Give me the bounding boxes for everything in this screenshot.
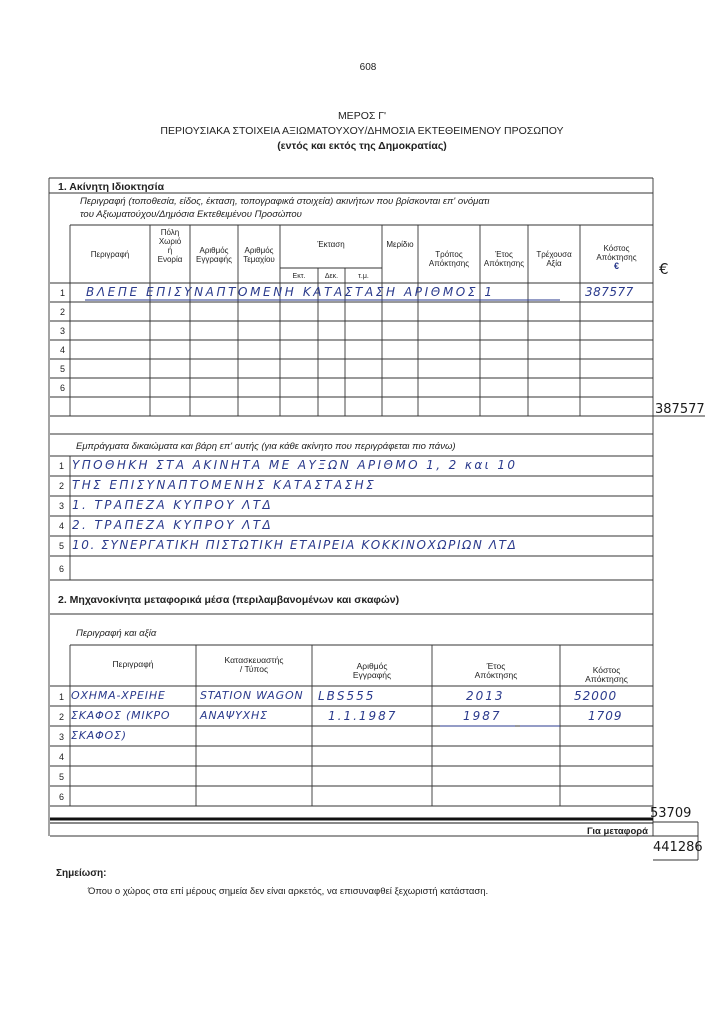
vehicle-cost: 52000	[574, 689, 618, 703]
col-kostos-2: Κόστος Απόκτησης	[585, 665, 628, 684]
vehicle-desc: ΟΧΗΜΑ-ΧΡΕΙΗΕ	[71, 689, 166, 702]
section1-desc-line2: του Αξιωματούχου/Δημόσια Εκτεθειμένου Προσώπου	[80, 209, 302, 220]
row-number: 6	[59, 564, 65, 574]
col-arithmos-eggrafis: Αριθμός Εγγραφής	[195, 246, 232, 264]
row-number: 2	[59, 712, 65, 722]
col-trexousa: Τρέχουσα Αξία	[536, 250, 572, 268]
row1-cost: 387577	[585, 285, 634, 299]
row-number: 6	[60, 383, 66, 393]
vehicle-desc: ΣΚΑΦΟΣ)	[71, 729, 127, 742]
row-number: 3	[59, 732, 65, 742]
col-tm: τ.μ.	[358, 273, 369, 280]
note-text: Όπου ο χώρος στα επί μέρους σημεία δεν είναι αρκετός, να επισυναφθεί ξεχωριστή κατάσταση.	[88, 886, 489, 897]
col-etos: Έτος Απόκτησης	[483, 250, 525, 268]
row-number: 4	[60, 345, 66, 355]
col-perigrafi: Περιγραφή	[90, 250, 130, 259]
page-subtitle-note: (εντός και εκτός της Δημοκρατίας)	[277, 140, 447, 152]
section2-title: 2. Μηχανοκίνητα μεταφορικά μέσα (περιλαμβανομένων και σκαφών)	[58, 594, 400, 606]
vehicle-maker: STATION WAGON	[200, 689, 304, 702]
row-number: 6	[59, 792, 65, 802]
vehicle-cost: 1709	[588, 709, 623, 723]
section1-desc-line1: Περιγραφή (τοποθεσία, είδος, έκταση, τοπογραφικά στοιχεία) ακινήτων που βρίσκονται επ' ονόματι	[80, 196, 490, 207]
col-tropos: Τρόπος Απόκτησης	[428, 250, 470, 268]
row-number: 1	[59, 692, 65, 702]
note-title: Σημείωση:	[56, 868, 107, 879]
col-kostos: Κόστος Απόκτησης €	[596, 244, 637, 271]
row-number: 1	[59, 461, 65, 471]
col-ektasi: Έκταση	[317, 240, 345, 249]
row-number: 2	[59, 481, 65, 491]
col-meridio: Μερίδιο	[386, 240, 414, 249]
row-number: 3	[59, 501, 65, 511]
section2-subtotal: 53709	[650, 806, 692, 821]
row-number: 5	[59, 772, 65, 782]
row-number: 1	[60, 288, 66, 298]
encumbrances-title: Εμπράγματα δικαιώματα και βάρη επ' αυτής (για κάθε ακίνητο που περιγράφεται πιο πάνω)	[76, 441, 456, 452]
row-number: 4	[59, 521, 65, 531]
row-number: 5	[59, 541, 65, 551]
carry-forward-value: 441286	[653, 840, 703, 855]
encumbrance-line: 10. ΣΥΝΕΡΓΑΤΙΚΗ ΠΙΣΤΩΤΙΚΗ ΕΤΑΙΡΕΙΑ ΚΟΚΚΙΝΟΧΩΡΙΩΝ ΛΤΔ	[72, 538, 518, 552]
carry-forward-label: Για μεταφορά	[587, 826, 648, 837]
row-number: 5	[60, 364, 66, 374]
page-subtitle: ΠΕΡΙΟΥΣΙΑΚΑ ΣΤΟΙΧΕΙΑ ΑΞΙΩΜΑΤΟΥΧΟΥ/ΔΗΜΟΣΙΑ ΕΚΤΕΘΕΙΜΕΝΟΥ ΠΡΟΣΩΠΟΥ	[160, 125, 564, 137]
vehicle-maker: ΑΝΑΨΥΧΗΣ	[200, 709, 268, 722]
vehicle-year: 2013	[466, 689, 505, 703]
encumbrance-line: 2. ΤΡΑΠΕΖΑ ΚΥΠΡΟΥ ΛΤΔ	[72, 518, 274, 532]
page-number: 608	[359, 62, 377, 73]
col-dek: Δεκ.	[324, 273, 339, 280]
vehicle-reg: 1.1.1987	[328, 709, 398, 723]
col-poli: Πόλη Χωριό ή Ενορία	[157, 228, 183, 264]
vehicle-desc: ΣΚΑΦΟΣ (ΜΙΚΡΟ	[71, 709, 171, 722]
col-etos-2: Έτος Απόκτησης	[474, 661, 518, 680]
col-perigrafi-2: Περιγραφή	[112, 659, 154, 669]
section1-title: 1. Ακίνητη Ιδιοκτησία	[58, 181, 165, 193]
col-ekt: Εκτ.	[292, 273, 306, 280]
vehicle-reg: LBS555	[318, 689, 376, 703]
row-number: 3	[60, 326, 66, 336]
page-title: ΜΕΡΟΣ Γ'	[337, 110, 387, 122]
encumbrance-line: 1. ΤΡΑΠΕΖΑ ΚΥΠΡΟΥ ΛΤΔ	[72, 498, 274, 512]
row-number: 2	[60, 307, 66, 317]
col-arithmos-temaxiou: Αριθμός Τεμαχίου	[243, 246, 275, 264]
margin-currency-symbol: €	[659, 260, 669, 278]
vehicle-year: 1987	[463, 709, 502, 723]
handwritten-row1: ΒΛΕΠΕ ΕΠΙΣΥΝΑΠΤΟΜΕΝΗ ΚΑΤΑΣΤΑΣΗ ΑΡΙΘΜΟΣ 1	[86, 285, 495, 299]
encumbrance-line: ΥΠΟΘΗΚΗ ΣΤΑ ΑΚΙΝΗΤΑ ΜΕ ΑΥΞΩΝ ΑΡΙΘΜΟ 1, 2 και 10	[72, 458, 518, 472]
col-kataskevastis: Κατασκευαστής / Τύπος	[224, 655, 284, 674]
section1-total: 387577	[655, 402, 705, 417]
col-arithmos-2: Αριθμός Εγγραφής	[352, 661, 392, 680]
encumbrance-line: ΤΗΣ ΕΠΙΣΥΝΑΠΤΟΜΕΝΗΣ ΚΑΤΑΣΤΑΣΗΣ	[72, 478, 377, 492]
row-number: 4	[59, 752, 65, 762]
section2-subtitle: Περιγραφή και αξία	[76, 628, 157, 639]
